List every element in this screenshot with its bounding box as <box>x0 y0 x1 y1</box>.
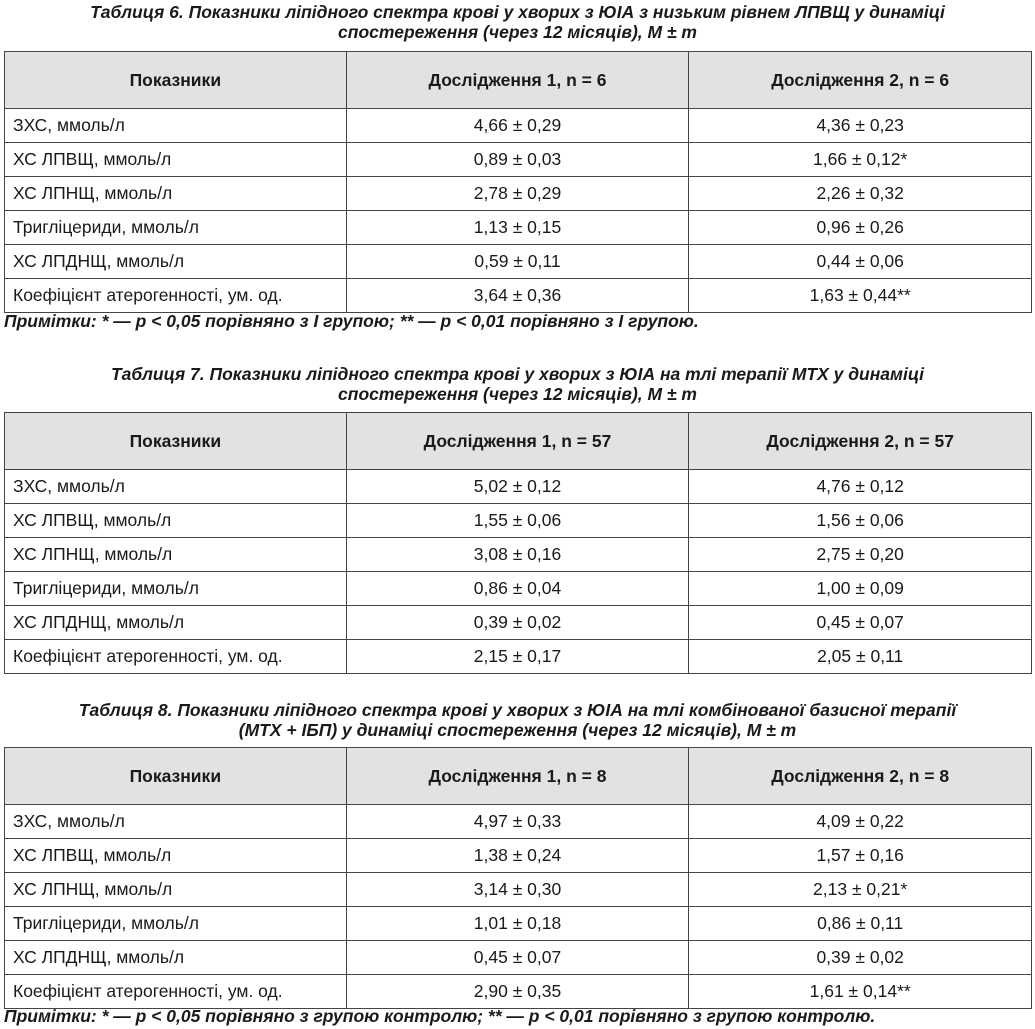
cell-value: 0,44 ± 0,06 <box>689 245 1032 279</box>
table-6 <box>4 51 1032 313</box>
cell-value: 1,13 ± 0,15 <box>346 211 689 245</box>
table-row <box>5 873 1032 907</box>
row-label: Тригліцериди, ммоль/л <box>5 907 347 941</box>
cell-value: 1,63 ± 0,44** <box>689 279 1032 313</box>
table-7-caption <box>0 364 1035 404</box>
table-row <box>5 143 1032 177</box>
cell-value: 1,61 ± 0,14** <box>689 975 1032 1009</box>
cell-value: 2,90 ± 0,35 <box>346 975 689 1009</box>
row-label: ХС ЛПДНЩ, ммоль/л <box>5 245 347 279</box>
row-label: Коефіцієнт атерогенності, ум. од. <box>5 640 347 674</box>
cell-value: 1,57 ± 0,16 <box>689 839 1032 873</box>
table-8-note: Примітки: * — р < 0,05 порівняно з групою контролю; ** — р < 0,01 порівняно з групою контролю. <box>4 1006 876 1026</box>
cell-value: 1,56 ± 0,06 <box>689 504 1032 538</box>
cell-value: 3,64 ± 0,36 <box>346 279 689 313</box>
table-row <box>5 606 1032 640</box>
cell-value: 2,75 ± 0,20 <box>689 538 1032 572</box>
table-caption-line: (МТХ + ІБП) у динаміці спостереження (через 12 місяців), M ± m <box>238 720 797 740</box>
table-row <box>5 177 1032 211</box>
table-caption-line: спостереження (через 12 місяців), M ± m <box>338 22 697 42</box>
row-label: ЗХС, ммоль/л <box>5 805 347 839</box>
table-row <box>5 504 1032 538</box>
table-6-note: Примітки: * — р < 0,05 порівняно з І групою; ** — р < 0,01 порівняно з І групою. <box>4 311 699 331</box>
cell-value: 0,59 ± 0,11 <box>346 245 689 279</box>
table-caption-line: Таблиця 6. Показники ліпідного спектра крові у хворих з ЮІА з низьким рівнем ЛПВЩ у динаміці <box>90 2 945 22</box>
table-header-row <box>5 413 1032 470</box>
column-header: Показники <box>5 52 347 109</box>
table-row <box>5 279 1032 313</box>
table-row <box>5 245 1032 279</box>
cell-value: 5,02 ± 0,12 <box>346 470 689 504</box>
row-label: ХС ЛПНЩ, ммоль/л <box>5 538 347 572</box>
cell-value: 1,00 ± 0,09 <box>689 572 1032 606</box>
column-header: Дослідження 2, n = 6 <box>689 52 1032 109</box>
row-label: Коефіцієнт атерогенності, ум. од. <box>5 279 347 313</box>
cell-value: 0,96 ± 0,26 <box>689 211 1032 245</box>
cell-value: 1,55 ± 0,06 <box>346 504 689 538</box>
cell-value: 0,86 ± 0,04 <box>346 572 689 606</box>
cell-value: 2,13 ± 0,21* <box>689 873 1032 907</box>
column-header: Показники <box>5 413 347 470</box>
row-label: ХС ЛПДНЩ, ммоль/л <box>5 606 347 640</box>
cell-value: 0,45 ± 0,07 <box>689 606 1032 640</box>
table-6-caption <box>0 2 1035 42</box>
cell-value: 2,78 ± 0,29 <box>346 177 689 211</box>
row-label: Тригліцериди, ммоль/л <box>5 211 347 245</box>
column-header: Дослідження 1, n = 6 <box>346 52 689 109</box>
cell-value: 0,89 ± 0,03 <box>346 143 689 177</box>
cell-value: 4,36 ± 0,23 <box>689 109 1032 143</box>
row-label: ХС ЛПВЩ, ммоль/л <box>5 143 347 177</box>
row-label: ЗХС, ммоль/л <box>5 470 347 504</box>
table-row <box>5 805 1032 839</box>
table-8-caption <box>0 700 1035 740</box>
table-8 <box>4 747 1032 1009</box>
table-caption-line: Таблиця 8. Показники ліпідного спектра крові у хворих з ЮІА на тлі комбінованої базисної терапії <box>78 700 957 720</box>
table-row <box>5 839 1032 873</box>
column-header: Дослідження 1, n = 57 <box>346 413 689 470</box>
table-header-row <box>5 52 1032 109</box>
cell-value: 3,08 ± 0,16 <box>346 538 689 572</box>
row-label: ХС ЛПДНЩ, ммоль/л <box>5 941 347 975</box>
table-row <box>5 109 1032 143</box>
cell-value: 0,39 ± 0,02 <box>346 606 689 640</box>
table-row <box>5 941 1032 975</box>
cell-value: 1,38 ± 0,24 <box>346 839 689 873</box>
row-label: Коефіцієнт атерогенності, ум. од. <box>5 975 347 1009</box>
row-label: ХС ЛПНЩ, ммоль/л <box>5 873 347 907</box>
cell-value: 0,39 ± 0,02 <box>689 941 1032 975</box>
cell-value: 4,09 ± 0,22 <box>689 805 1032 839</box>
cell-value: 4,66 ± 0,29 <box>346 109 689 143</box>
table-header-row <box>5 748 1032 805</box>
cell-value: 2,26 ± 0,32 <box>689 177 1032 211</box>
cell-value: 2,15 ± 0,17 <box>346 640 689 674</box>
column-header: Дослідження 2, n = 8 <box>689 748 1032 805</box>
cell-value: 0,45 ± 0,07 <box>346 941 689 975</box>
table-caption-line: Таблиця 7. Показники ліпідного спектра крові у хворих з ЮІА на тлі терапії МТХ у динаміці <box>110 364 925 384</box>
table-row <box>5 211 1032 245</box>
row-label: ХС ЛПНЩ, ммоль/л <box>5 177 347 211</box>
row-label: ЗХС, ммоль/л <box>5 109 347 143</box>
cell-value: 1,01 ± 0,18 <box>346 907 689 941</box>
table-row <box>5 572 1032 606</box>
cell-value: 4,76 ± 0,12 <box>689 470 1032 504</box>
row-label: Тригліцериди, ммоль/л <box>5 572 347 606</box>
table-row <box>5 470 1032 504</box>
table-row <box>5 640 1032 674</box>
column-header: Дослідження 1, n = 8 <box>346 748 689 805</box>
row-label: ХС ЛПВЩ, ммоль/л <box>5 504 347 538</box>
cell-value: 4,97 ± 0,33 <box>346 805 689 839</box>
table-caption-line: спостереження (через 12 місяців), M ± m <box>338 384 697 404</box>
table-row <box>5 538 1032 572</box>
cell-value: 3,14 ± 0,30 <box>346 873 689 907</box>
column-header: Показники <box>5 748 347 805</box>
row-label: ХС ЛПВЩ, ммоль/л <box>5 839 347 873</box>
column-header: Дослідження 2, n = 57 <box>689 413 1032 470</box>
cell-value: 2,05 ± 0,11 <box>689 640 1032 674</box>
table-row <box>5 975 1032 1009</box>
cell-value: 1,66 ± 0,12* <box>689 143 1032 177</box>
table-row <box>5 907 1032 941</box>
cell-value: 0,86 ± 0,11 <box>689 907 1032 941</box>
table-7 <box>4 412 1032 674</box>
